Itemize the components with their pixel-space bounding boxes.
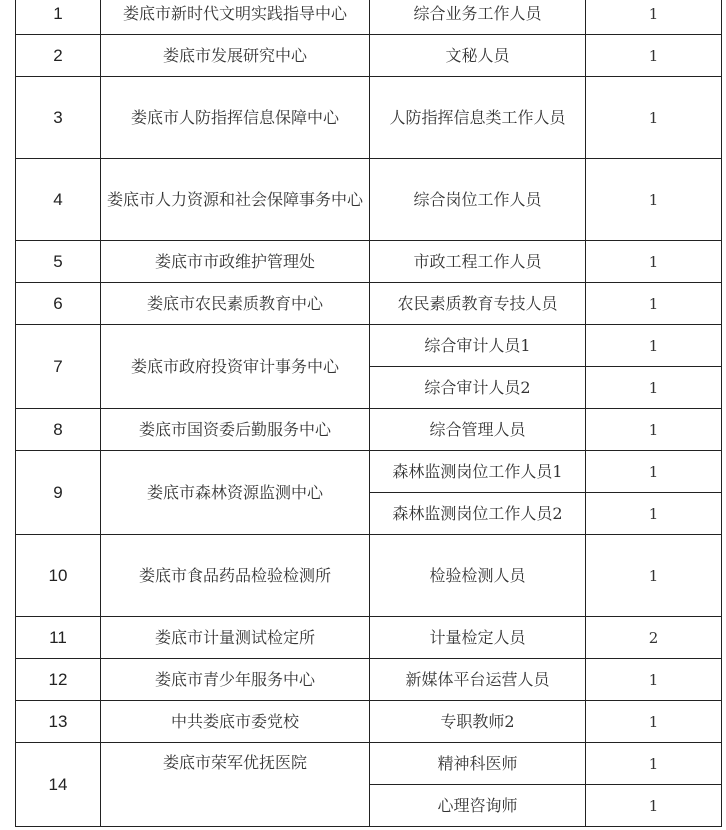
row-number: 4 [16, 159, 101, 241]
table-row [16, 701, 722, 743]
unit-name: 娄底市青少年服务中心 [101, 659, 370, 701]
position-title: 综合审计人员1 [370, 325, 586, 367]
table-row [16, 535, 722, 617]
position-count: 1 [586, 283, 722, 325]
table-row [16, 743, 722, 785]
position-count: 1 [586, 701, 722, 743]
recruitment-table-container [15, 0, 722, 827]
position-count: 1 [586, 785, 722, 827]
position-count: 1 [586, 325, 722, 367]
row-number: 13 [16, 701, 101, 743]
position-count: 1 [586, 367, 722, 409]
position-count: 1 [586, 659, 722, 701]
table-row [16, 409, 722, 451]
position-title: 精神科医师 [370, 743, 586, 785]
position-count: 1 [586, 535, 722, 617]
table-row [16, 325, 722, 367]
table-row [16, 617, 722, 659]
position-title: 专职教师2 [370, 701, 586, 743]
row-number: 6 [16, 283, 101, 325]
position-title: 农民素质教育专技人员 [370, 283, 586, 325]
position-title: 森林监测岗位工作人员2 [370, 493, 586, 535]
unit-name: 娄底市计量测试检定所 [101, 617, 370, 659]
table-row [16, 659, 722, 701]
position-count: 1 [586, 77, 722, 159]
table-row [16, 0, 722, 35]
row-number: 3 [16, 77, 101, 159]
position-title: 文秘人员 [370, 35, 586, 77]
row-number: 7 [16, 325, 101, 409]
position-count: 1 [586, 159, 722, 241]
position-count: 1 [586, 451, 722, 493]
position-title: 新媒体平台运营人员 [370, 659, 586, 701]
position-title: 心理咨询师 [370, 785, 586, 827]
row-number: 10 [16, 535, 101, 617]
row-number: 2 [16, 35, 101, 77]
position-title: 森林监测岗位工作人员1 [370, 451, 586, 493]
position-title: 综合管理人员 [370, 409, 586, 451]
row-number: 5 [16, 241, 101, 283]
row-number: 11 [16, 617, 101, 659]
position-title: 综合业务工作人员 [370, 0, 586, 35]
position-title: 综合岗位工作人员 [370, 159, 586, 241]
unit-name: 娄底市新时代文明实践指导中心 [101, 0, 370, 35]
unit-name: 娄底市森林资源监测中心 [101, 451, 370, 535]
position-count: 1 [586, 0, 722, 35]
unit-name: 娄底市政府投资审计事务中心 [101, 325, 370, 409]
unit-name: 娄底市市政维护管理处 [101, 241, 370, 283]
position-title: 计量检定人员 [370, 617, 586, 659]
unit-name: 娄底市荣军优抚医院 [101, 743, 370, 827]
position-title: 检验检测人员 [370, 535, 586, 617]
position-count: 1 [586, 743, 722, 785]
unit-name: 娄底市发展研究中心 [101, 35, 370, 77]
table-row [16, 77, 722, 159]
position-title: 人防指挥信息类工作人员 [370, 77, 586, 159]
row-number: 8 [16, 409, 101, 451]
position-count: 1 [586, 493, 722, 535]
row-number: 1 [16, 0, 101, 35]
row-number: 9 [16, 451, 101, 535]
table-row [16, 241, 722, 283]
table-row [16, 283, 722, 325]
position-count: 1 [586, 409, 722, 451]
unit-name: 娄底市国资委后勤服务中心 [101, 409, 370, 451]
unit-name: 娄底市人防指挥信息保障中心 [101, 77, 370, 159]
table-row [16, 159, 722, 241]
position-count: 1 [586, 35, 722, 77]
unit-name: 中共娄底市委党校 [101, 701, 370, 743]
table-row [16, 35, 722, 77]
unit-name: 娄底市农民素质教育中心 [101, 283, 370, 325]
recruitment-table [15, 0, 722, 827]
row-number: 14 [16, 743, 101, 827]
position-count: 1 [586, 241, 722, 283]
table-row [16, 451, 722, 493]
unit-name: 娄底市人力资源和社会保障事务中心 [101, 159, 370, 241]
row-number: 12 [16, 659, 101, 701]
unit-name: 娄底市食品药品检验检测所 [101, 535, 370, 617]
position-title: 综合审计人员2 [370, 367, 586, 409]
position-title: 市政工程工作人员 [370, 241, 586, 283]
position-count: 2 [586, 617, 722, 659]
